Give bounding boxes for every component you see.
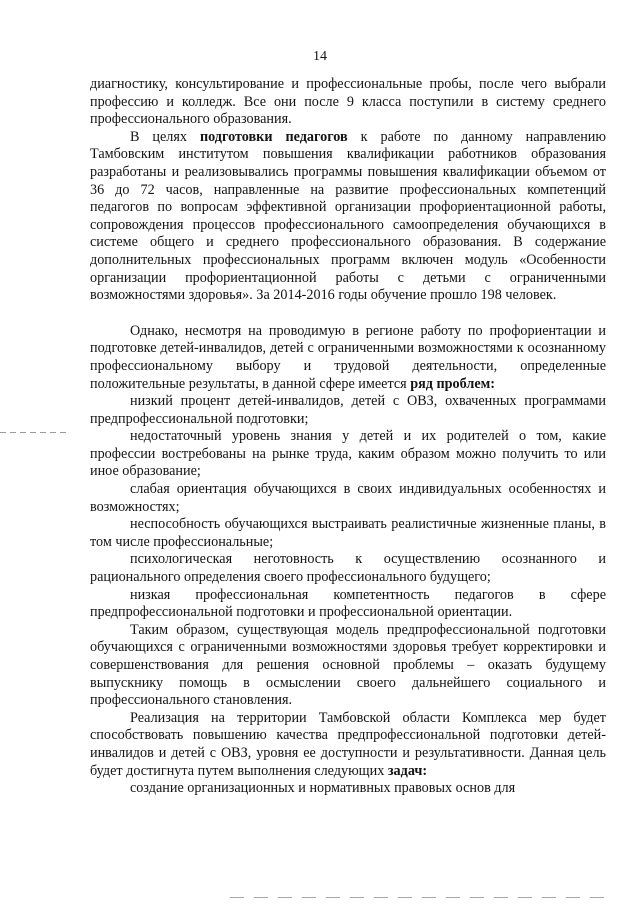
paragraph-teacher-training: В целях подготовки педагогов к работе по данному направлению Тамбовским институтом повышения квалификации работников образования разработаны и реализовывались программы повышения квалификации объемом от 36 до 72 часов, направленные на развитие профессиональных компетенций педагогов по вопросам эффективной организации профориентационной работы, сопровождения процессов профессионального самоопределения обучающихся в системе общего и среднего профессионального образования. В содержание дополнительных профессиональных программ включен модуль «Особенности организации профориентационной работы с детьми с ограниченными возможностями здоровья». За 2014-2016 годы обучение прошло 198 человек.: [90, 128, 606, 304]
list-item: психологическая неготовность к осуществлению осознанного и рационального определения своего профессионального будущего;: [90, 551, 606, 586]
bold-phrase: ряд проблем:: [410, 375, 496, 392]
list-item: низкая профессиональная компетентность педагогов в сфере предпрофессиональной подготовки и профессиональной ориентации.: [90, 586, 606, 621]
page-number: 14: [313, 49, 327, 64]
bold-phrase: подготовки педагогов: [199, 128, 348, 145]
paragraph-continuation: диагностику, консультирование и профессиональные пробы, после чего выбрали профессию и колледж. Все они после 9 класса поступили в систему среднего профессионального образования.: [90, 76, 606, 128]
paragraph-problems-intro: Однако, несмотря на проводимую в регионе работу по профориентации и подготовке детей-инвалидов, детей с ограниченными возможностями к осознанному профессиональному выбору и трудовой деятельности, определенные положительные результаты, в данной сфере имеется ряд проблем:: [90, 322, 606, 392]
paragraph-tasks-intro: Реализация на территории Тамбовской области Комплекса мер будет способствовать повышению качества предпрофессиональной подготовки детей-инвалидов и детей с ОВЗ, уровня ее доступности и результативности. Данная цель будет достигнута путем выполнения следующих задач:: [90, 709, 606, 779]
list-item: недостаточный уровень знания у детей и их родителей о том, какие профессии востребованы на рынке труда, каким образом можно получить то или иное образование;: [90, 428, 606, 480]
list-item: низкий процент детей-инвалидов, детей с ОВЗ, охваченных программами предпрофессиональной подготовки;: [90, 393, 606, 427]
list-item: создание организационных и нормативных правовых основ для: [130, 780, 516, 797]
paragraph-conclusion: Таким образом, существующая модель предпрофессиональной подготовки обучающихся с ограниченными возможностями здоровья требует корректировки и совершенствования для решения основной проблемы – оказать будущему выпускнику помощь в осмыслении своего дальнейшего социального и профессионального становления.: [90, 621, 606, 709]
document-body: [90, 76, 606, 798]
list-item: неспособность обучающихся выстраивать реалистичные жизненные планы, в том числе профессиональные;: [90, 516, 606, 550]
scan-artifact-left: [0, 432, 70, 433]
bold-phrase: задач:: [387, 762, 428, 779]
list-item: слабая ориентация обучающихся в своих индивидуальных особенностях и возможностях;: [90, 481, 606, 515]
scan-artifact-bottom: [230, 897, 610, 898]
